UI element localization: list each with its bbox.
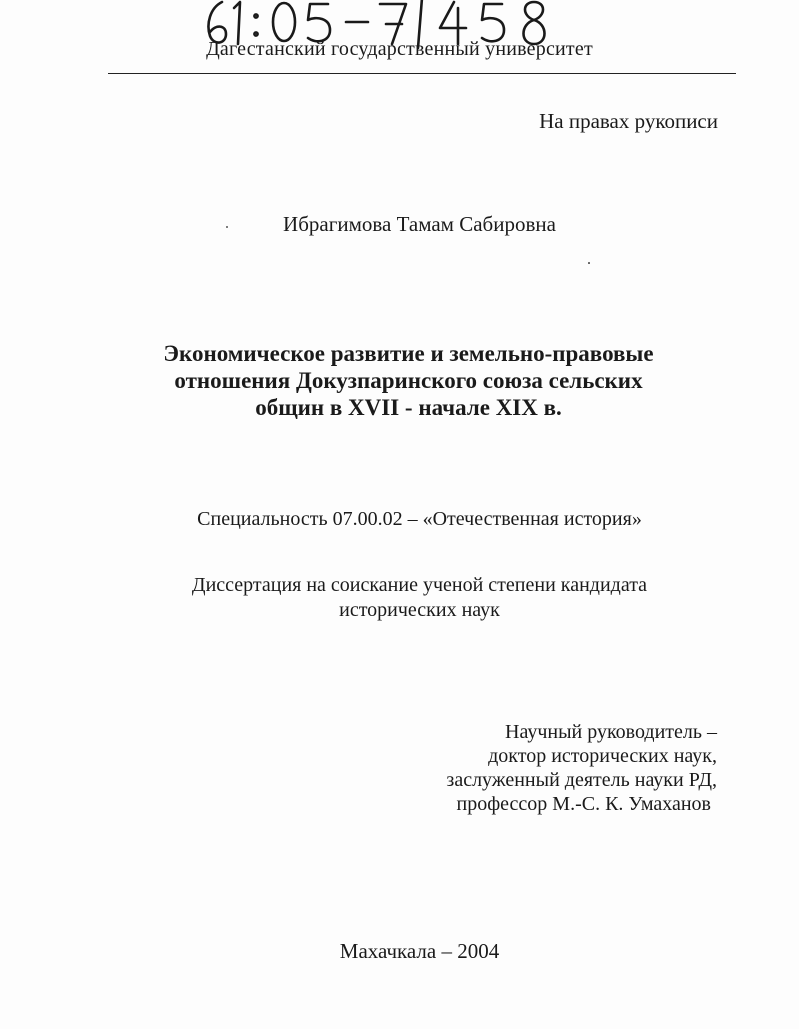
degree-line: Диссертация на соискание ученой степени кандидата: [191, 574, 648, 596]
title-line: Экономическое развитие и земельно-правовые: [163, 341, 654, 366]
manuscript-rights: На правах рукописи: [539, 109, 718, 133]
supervisor-line: профессор М.-С. К. Умаханов: [456, 793, 711, 815]
dissertation-title: [60, 340, 739, 421]
place-and-year: Махачкала – 2004: [339, 939, 500, 963]
degree-statement: [0, 573, 799, 623]
supervisor-line: Научный руководитель –: [505, 721, 717, 743]
university-name: Дагестанский государственный университет: [206, 38, 593, 60]
supervisor-line: заслуженный деятель науки РД,: [446, 769, 717, 791]
author-name: Ибрагимова Тамам Сабировна: [283, 212, 556, 236]
degree-line: исторических наук: [339, 599, 500, 621]
title-line: отношения Докузпаринского союза сельских: [174, 368, 643, 393]
supervisor-block: [446, 720, 717, 816]
title-line: общин в XVII - начале XIX в.: [255, 395, 562, 420]
supervisor-line: доктор исторических наук,: [488, 745, 717, 767]
specialty: Специальность 07.00.02 – «Отечественная история»: [197, 508, 642, 530]
header-rule: [108, 73, 736, 74]
scan-speck: [588, 262, 590, 264]
